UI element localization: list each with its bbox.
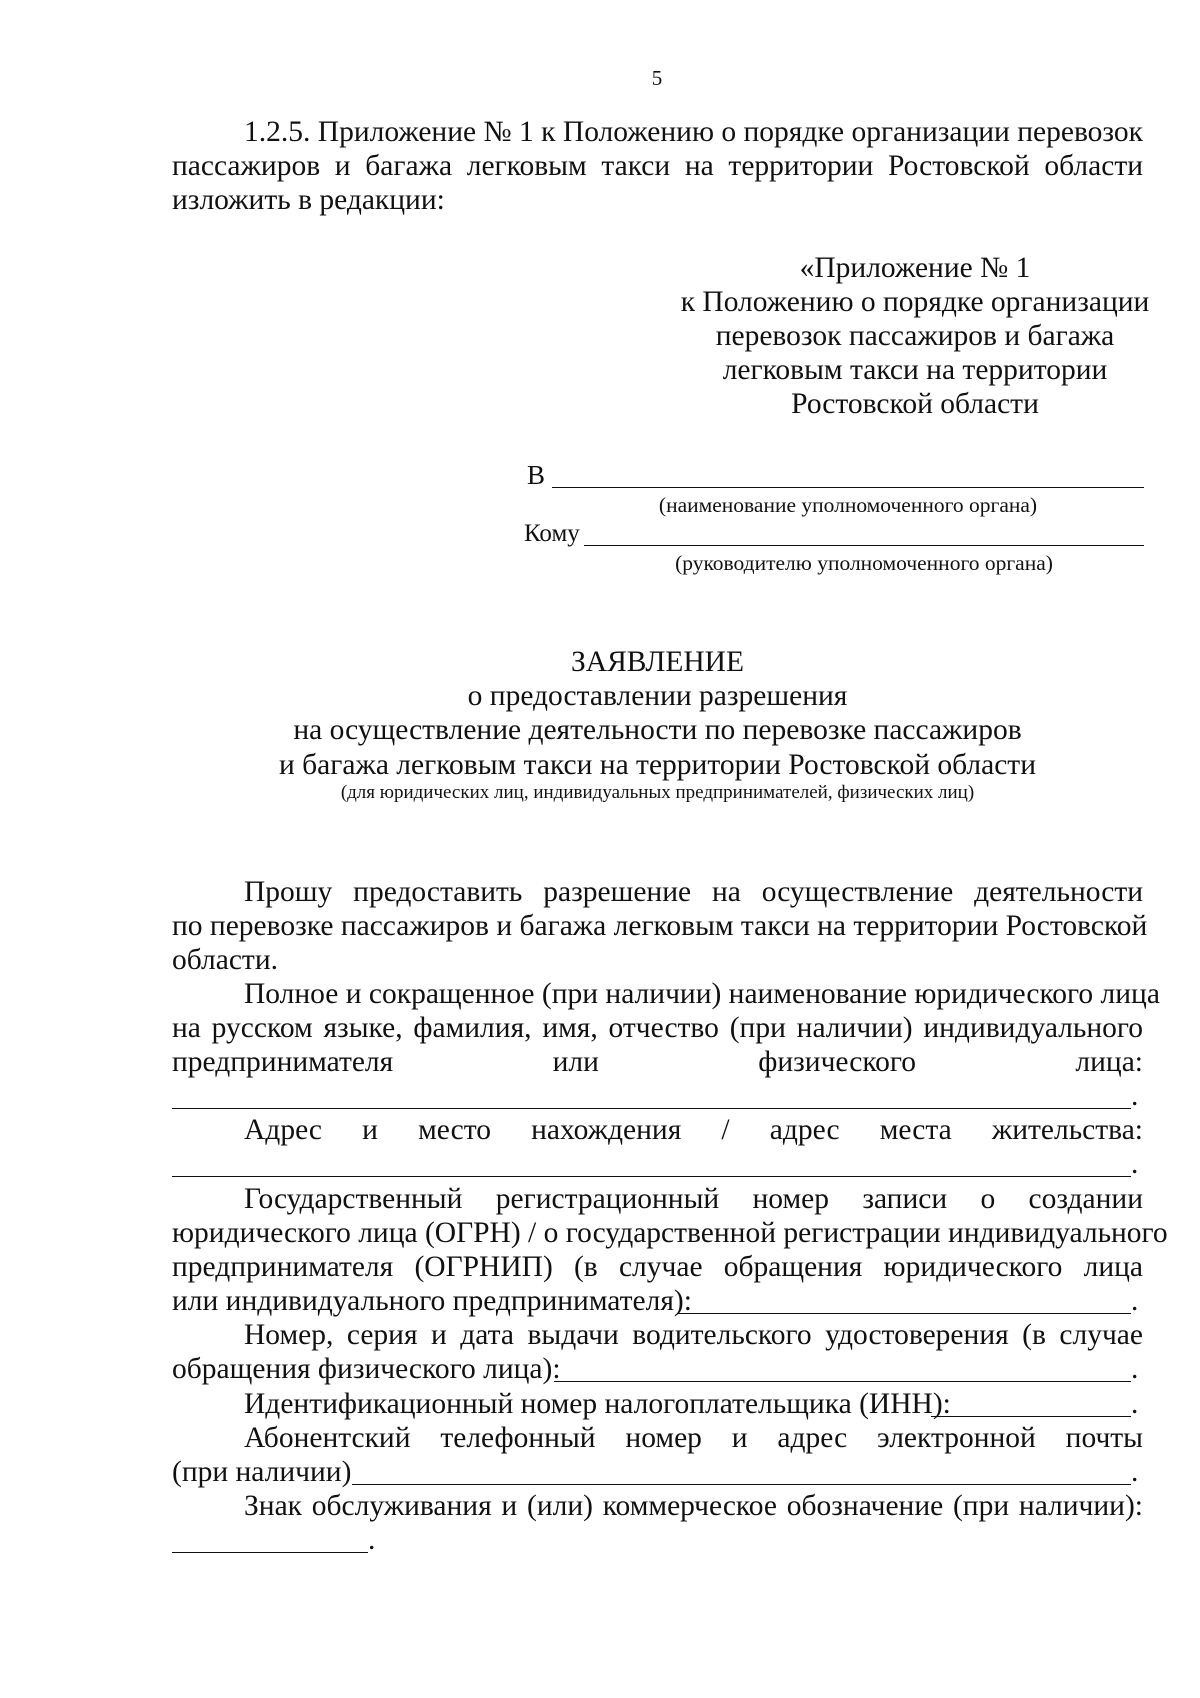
to-label: В — [527, 460, 546, 490]
name-line-1: Полное и сокращенное (при наличии) наименование юридического лица — [244, 978, 1160, 1010]
name-line-2: на русском языке, фамилия, имя, отчество (при наличии) индивидуального — [172, 1012, 1143, 1044]
appendix-header-line-4: легковым такси на территории — [722, 354, 1108, 386]
ogrn-line-2: юридического лица (ОГРН) / о государственной регистрации индивидуального — [172, 1217, 1168, 1249]
intro-line-2: пассажиров и багажа легковым такси на территории Ростовской области — [172, 150, 1143, 182]
license-field-line[interactable] — [554, 1381, 1131, 1382]
ogrn-field-line[interactable] — [677, 1313, 1131, 1314]
license-line-2: обращения физического лица): — [172, 1353, 561, 1385]
trademark-field-period: . — [368, 1524, 376, 1556]
intro-line-1: 1.2.5. Приложение № 1 к Положению о порядке организации перевозок — [244, 116, 1143, 148]
name-field-period: . — [1131, 1080, 1139, 1112]
phone-field-period: . — [1131, 1456, 1139, 1488]
statement-title-line-1: о предоставлении разрешения — [467, 680, 848, 712]
name-line-3: предпринимателя или физического лица: — [172, 1046, 1143, 1078]
ogrn-line-3: предпринимателя (ОГРНИП) (в случае обращения юридического лица — [172, 1251, 1143, 1283]
address-field-line[interactable] — [172, 1176, 1131, 1177]
ogrn-line-4: или индивидуального предпринимателя): — [172, 1285, 692, 1317]
appendix-header-line-5: Ростовской области — [791, 388, 1039, 420]
trademark-field-line[interactable] — [172, 1552, 368, 1553]
statement-title-line-2: на осуществление деятельности по перевозке пассажиров — [293, 714, 1022, 746]
statement-heading: ЗАЯВЛЕНИЕ — [571, 646, 744, 678]
whom-hint: (руководителю уполномоченного органа) — [675, 551, 1053, 575]
phone-line-1: Абонентский телефонный номер и адрес электронной почты — [244, 1422, 1143, 1454]
phone-line-2: (при наличии) — [172, 1456, 352, 1488]
trademark-line: Знак обслуживания и (или) коммерческое обозначение (при наличии): — [244, 1490, 1143, 1522]
appendix-header-line-2: к Положению о порядке организации — [680, 286, 1150, 318]
whom-field-line[interactable] — [584, 545, 1144, 546]
address-line: Адрес и место нахождения / адрес места жительства: — [244, 1114, 1143, 1146]
request-line-3: области. — [172, 944, 278, 976]
inn-field-period: . — [1131, 1388, 1139, 1420]
license-field-period: . — [1131, 1353, 1139, 1385]
intro-line-3: изложить в редакции: — [172, 184, 445, 216]
whom-label: Кому — [524, 520, 580, 547]
to-field-line[interactable] — [552, 487, 1144, 488]
address-field-period: . — [1131, 1148, 1139, 1180]
ogrn-line-1: Государственный регистрационный номер записи о создании — [244, 1183, 1143, 1215]
ogrn-field-period: . — [1131, 1285, 1139, 1317]
appendix-header-line-1: «Приложение № 1 — [799, 252, 1031, 284]
request-line-1: Прошу предоставить разрешение на осуществление деятельности — [244, 876, 1143, 908]
inn-line: Идентификационный номер налогоплательщика (ИНН): — [244, 1388, 951, 1420]
page-number: 5 — [651, 66, 663, 90]
statement-title-line-3: и багажа легковым такси на территории Ростовской области — [279, 749, 1036, 781]
appendix-header-line-3: перевозок пассажиров и багажа — [715, 320, 1115, 352]
statement-title-note: (для юридических лиц, индивидуальных предпринимателей, физических лиц) — [340, 782, 975, 803]
to-hint: (наименование уполномоченного органа) — [658, 493, 1038, 517]
license-line-1: Номер, серия и дата выдачи водительского удостоверения (в случае — [244, 1319, 1143, 1351]
inn-field-line[interactable] — [931, 1416, 1131, 1417]
phone-field-line[interactable] — [352, 1484, 1131, 1485]
name-field-line[interactable] — [172, 1108, 1131, 1109]
request-line-2: по перевозке пассажиров и багажа легковым такси на территории Ростовской — [172, 910, 1148, 942]
